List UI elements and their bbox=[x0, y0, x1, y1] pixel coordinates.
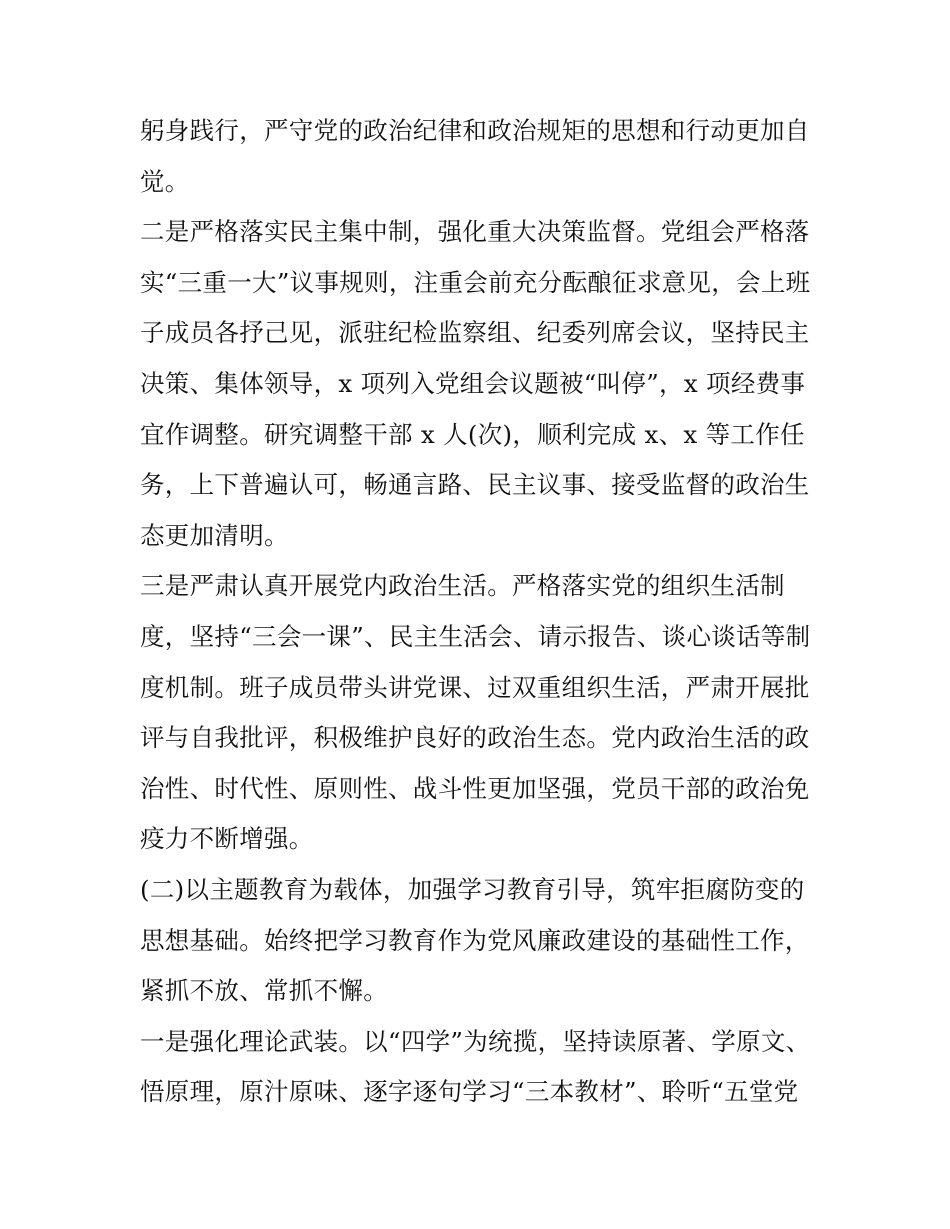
text-line-16: (二)以主题教育为载体，加强学习教育引导，筑牢拒腐防变的 bbox=[140, 874, 805, 904]
text-line-11: 度，坚持“三会一课”、民主生活会、请示报告、谈心谈话等制 bbox=[140, 621, 811, 651]
text-line-1: 躬身践行，严守党的政治纪律和政治规矩的思想和行动更加自 bbox=[140, 116, 810, 145]
text-line-2: 觉。 bbox=[140, 166, 190, 196]
text-line-6: 决策、集体领导，x 项列入党组会议题被“叫停”，x 项经费事 bbox=[140, 368, 806, 398]
text-line-12: 度机制。班子成员带头讲党课、过双重组织生活，严肃开展批 bbox=[140, 672, 810, 702]
text-line-5: 子成员各抒己见，派驻纪检监察组、纪委列席会议，坚持民主 bbox=[140, 318, 810, 348]
text-line-9: 态更加清明。 bbox=[140, 520, 289, 550]
text-line-15: 疫力不断增强。 bbox=[140, 824, 314, 854]
text-line-19: 一是强化理论武装。以“四学”为统揽，坚持读原著、学原文、 bbox=[140, 1026, 811, 1056]
text-line-4: 实“三重一大”议事规则，注重会前充分酝酿征求意见，会上班 bbox=[140, 267, 811, 297]
text-line-8: 务，上下普遍认可，畅通言路、民主议事、接受监督的政治生 bbox=[140, 470, 810, 500]
text-line-17: 思想基础。始终把学习教育作为党风廉政建设的基础性工作， bbox=[140, 925, 810, 955]
text-line-10: 三是严肃认真开展党内政治生活。严格落实党的组织生活制 bbox=[140, 571, 785, 601]
text-line-20: 悟原理，原汁原味、逐字逐句学习“三本教材”、聆听“五堂党 bbox=[140, 1077, 799, 1107]
text-line-18: 紧抓不放、常抓不懈。 bbox=[140, 976, 388, 1006]
text-line-7: 宜作调整。研究调整干部 x 人(次)，顺利完成 x、x 等工作任 bbox=[140, 419, 805, 449]
document-body bbox=[140, 106, 820, 1118]
text-line-14: 治性、时代性、原则性、战斗性更加坚强，党员干部的政治免 bbox=[140, 773, 810, 803]
text-line-3: 二是严格落实民主集中制，强化重大决策监督。党组会严格落 bbox=[140, 217, 810, 247]
text-line-13: 评与自我批评，积极维护良好的政治生态。党内政治生活的政 bbox=[140, 723, 810, 753]
